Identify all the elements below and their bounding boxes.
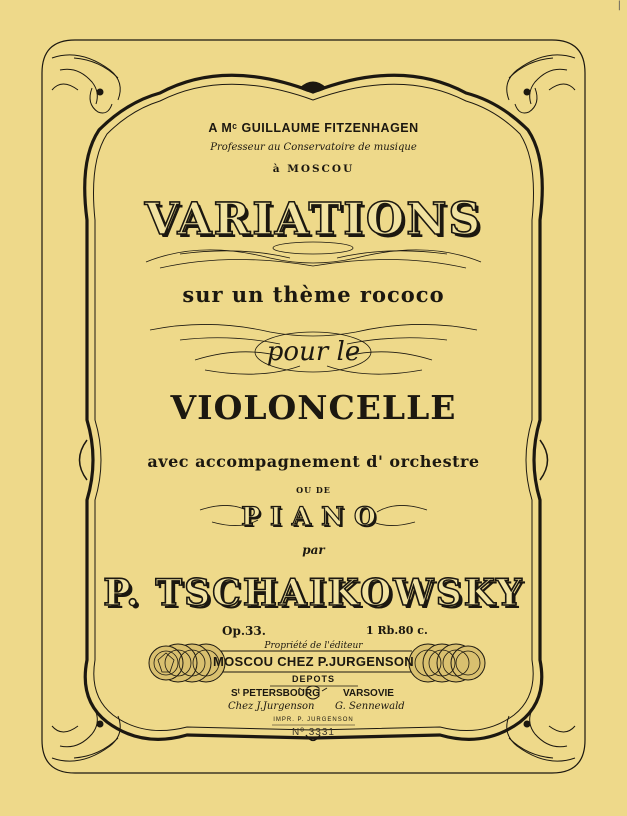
dedicatee-title: Professeur au Conservatoire de musique xyxy=(210,142,417,153)
instrument-title: VIOLONCELLE xyxy=(170,388,457,427)
corner-mark: | xyxy=(617,0,621,11)
imprint: IMPR. P. JURGENSON xyxy=(273,717,354,723)
pour-text: pour le xyxy=(266,337,361,367)
piano-title: PIANO xyxy=(241,502,386,531)
dedication: A Mᶜ GUILLAUME FITZENHAGEN xyxy=(208,121,419,135)
depot-agent-right: G. Sennewald xyxy=(335,701,405,712)
ou-de-text: OU DE xyxy=(296,485,331,495)
opus-number: Op.33. xyxy=(222,624,266,638)
depot-city-right: VARSOVIE xyxy=(343,688,394,699)
propriete-text: Propriété de l'éditeur xyxy=(264,641,363,651)
price: 1 Rb.80 c. xyxy=(366,624,428,637)
par-text: par xyxy=(302,543,325,557)
depot-agent-left: Chez J.Jurgenson xyxy=(228,701,315,712)
flourish-icon xyxy=(52,55,120,113)
accompaniment-text: avec accompagnement d' orchestre xyxy=(147,452,480,471)
plate-number: Nº 3331 xyxy=(292,727,335,738)
composer-name: P. TSCHAIKOWSKY xyxy=(103,572,524,614)
depots-label: DEPOTS xyxy=(291,674,335,684)
page-title: VARIATIONS xyxy=(144,194,483,245)
depot-city-left: Sᵗ PETERSBOURG xyxy=(231,688,320,699)
dedicatee-city: à MOSCOU xyxy=(272,163,355,175)
publisher: MOSCOU CHEZ P.JURGENSON xyxy=(213,654,414,669)
subtitle: sur un thème rococo xyxy=(182,282,445,307)
